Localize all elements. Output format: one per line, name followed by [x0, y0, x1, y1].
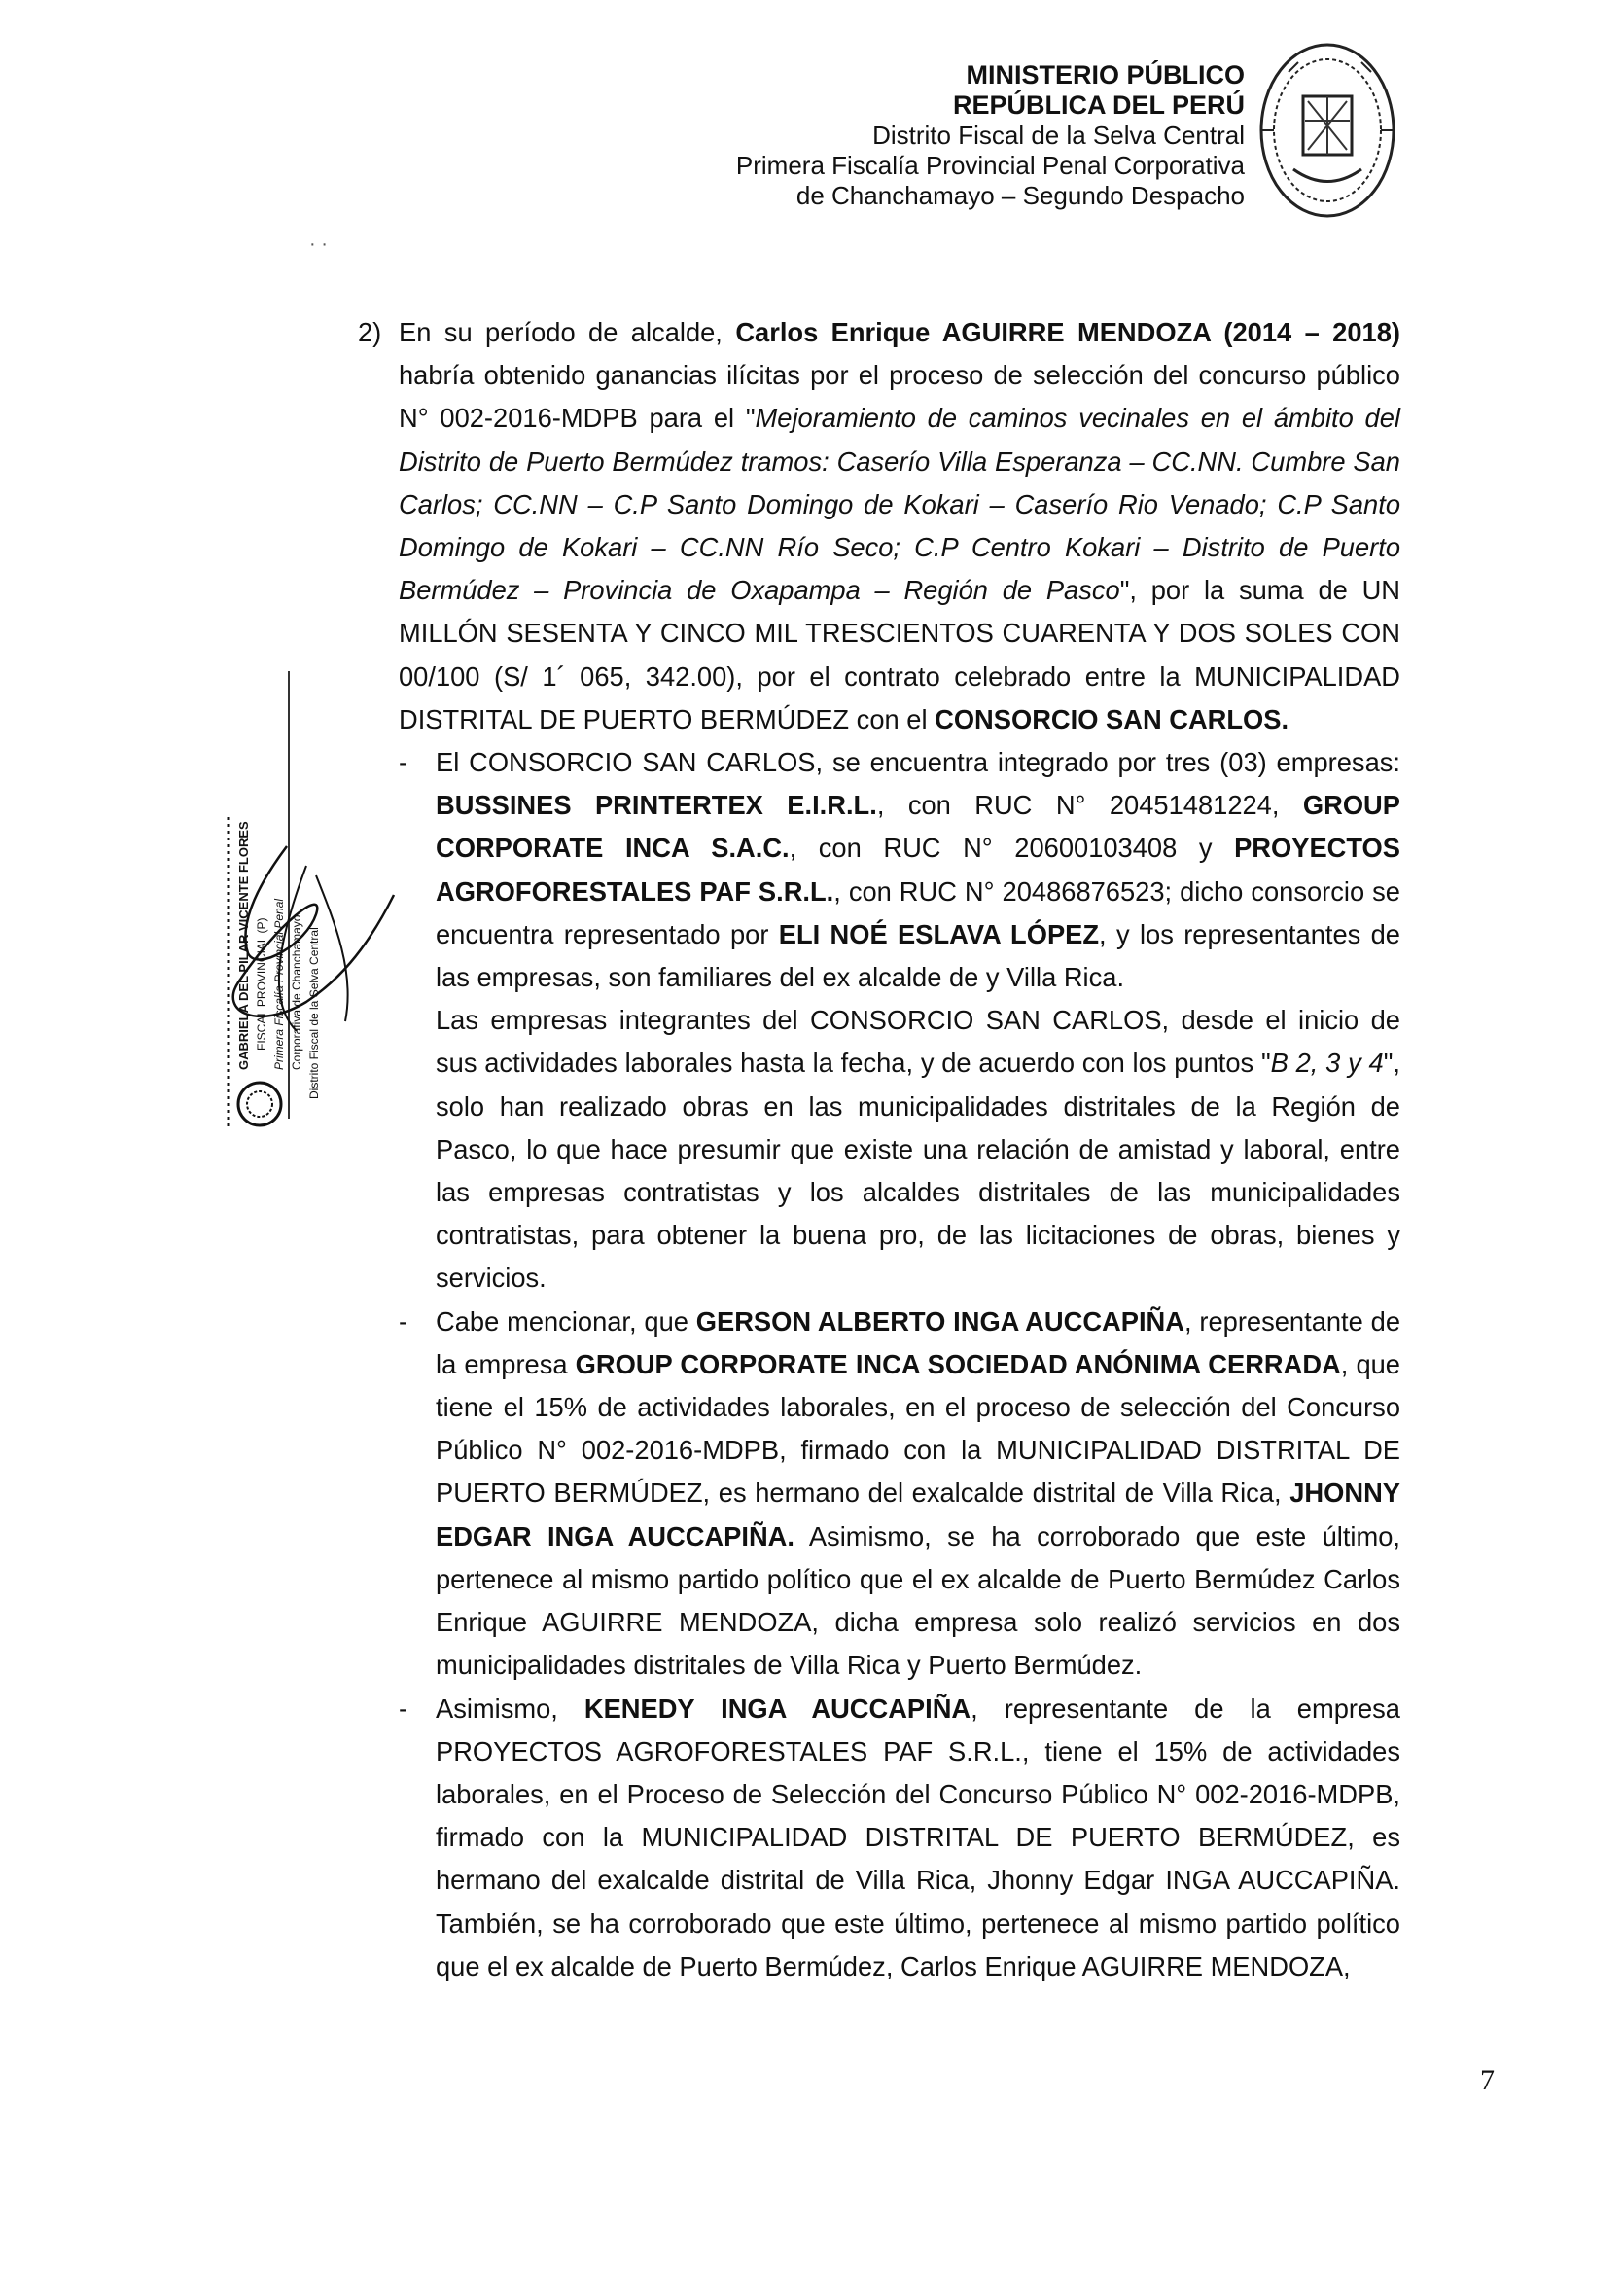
- bullet-gerson: [399, 1301, 1400, 1688]
- bullet-consortium: [399, 741, 1400, 999]
- bold-text: BUSSINES PRINTERTEX E.I.R.L.: [436, 790, 877, 821]
- document-body: [358, 311, 1401, 1988]
- italic-text: Mejoramiento de caminos vecinales en el ámbito del Distrito de Puerto Bermúdez tramos: Caserío Villa Esperanza – CC.NN. Cumbre San Carlos; CC.NN – C.P Santo Domingo de Kokari – Caserío Rio Venado; C.P Santo Domingo de Kokari – CC.NN Río Seco; C.P Centro Kokari – Distrito de Puerto Bermúdez – Provincia de Oxapampa – Región de Pasco: [399, 403, 1400, 606]
- paragraph-companies: [399, 999, 1400, 1300]
- text: Cabe mencionar, que: [436, 1305, 696, 1337]
- bold-text: KENEDY INGA AUCCAPIÑA: [583, 1693, 971, 1724]
- text: En su período de alcalde,: [399, 317, 736, 347]
- text: , con RUC N° 20451481224,: [876, 790, 1303, 821]
- text: , con RUC N° 20486876523; dicho consorcio se encuentra representado por: [436, 875, 1400, 949]
- bold-text: PROYECTOS AGROFORESTALES PAF S.R.L.: [436, 833, 1400, 907]
- italic-text: B 2, 3 y 4: [1270, 1048, 1384, 1079]
- bold-text: ELI NOÉ ESLAVA LÓPEZ: [778, 918, 1100, 949]
- bullet-dash: -: [399, 747, 408, 778]
- stamp-office-sub: Corporativa de Chanchamayo: [290, 914, 303, 1070]
- header-office-sub: de Chanchamayo – Segundo Despacho: [795, 181, 1245, 210]
- item-number: 2): [358, 317, 382, 347]
- bold-text: GERSON ALBERTO INGA AUCCAPIÑA: [695, 1305, 1184, 1337]
- text: , representante de la empresa: [436, 1305, 1400, 1379]
- item-2: [358, 311, 1401, 741]
- bold-text: GROUP CORPORATE INCA SOCIEDAD ANÓNIMA CERRADA: [575, 1348, 1341, 1379]
- bullet-dash: -: [399, 1305, 408, 1337]
- page-number: 7: [1480, 2064, 1495, 2096]
- bold-text: GROUP CORPORATE INCA S.A.C.: [436, 790, 1400, 864]
- text: , y los representantes de las empresas, son familiares del ex alcalde de y Villa Rica.: [436, 918, 1400, 993]
- header-office: Primera Fiscalía Provincial Penal Corporativa: [735, 151, 1245, 180]
- header-district: Distrito Fiscal de la Selva Central: [872, 121, 1245, 150]
- bold-text: CONSORCIO SAN CARLOS.: [935, 703, 1289, 734]
- bullet-kenedy: [399, 1688, 1400, 1988]
- text: ", por la suma de UN MILLÓN SESENTA Y CINCO MIL TRESCIENTOS CUARENTA Y DOS SOLES CON 00/100 (S/ 1´ 065, 342.00), por el contrato celebrado entre la MUNICIPALIDAD DISTRITAL DE PUERTO BERMÚDEZ con el: [399, 575, 1400, 734]
- ministry-seal-icon: [1254, 33, 1400, 228]
- stamp-name: GABRIELA DEL PILAR VICENTE FLORES: [236, 821, 251, 1070]
- text: ", solo han realizado obras en las municipalidades distritales de la Región de Pasco, lo que hace presumir que existe una relación de amistad y laboral, entre las empresas contratistas y los alcaldes distritales de las municipalidades contratistas, para obtener la buena pro, de las licitaciones de obras, bienes y servicios.: [436, 1048, 1400, 1294]
- header-ministry: MINISTERIO PÚBLICO: [966, 60, 1245, 89]
- text: , con RUC N° 20600103408 y: [789, 833, 1235, 864]
- stamp-title: FISCAL PROVINCIAL (P): [255, 917, 268, 1051]
- text: habría obtenido ganancias ilícitas por el proceso de selección del concurso público N° 002-2016-MDPB para el ": [399, 360, 1400, 434]
- bold-text: Carlos Enrique AGUIRRE MENDOZA (2014 – 2018): [735, 317, 1401, 347]
- bold-text: JHONNY EDGAR INGA AUCCAPIÑA.: [436, 1478, 1400, 1551]
- scan-mark: · ·: [309, 233, 328, 255]
- stamp-office: Primera Fiscalía Provincial Penal: [272, 898, 286, 1070]
- stamp-district: Distrito Fiscal de la Selva Central: [307, 927, 321, 1099]
- text: El CONSORCIO SAN CARLOS, se encuentra integrado por tres (03) empresas:: [436, 747, 1400, 778]
- document-header: [736, 60, 1245, 211]
- bullet-dash: -: [399, 1693, 408, 1724]
- text: Asimismo,: [436, 1693, 584, 1724]
- header-republic: REPÚBLICA DEL PERÚ: [952, 90, 1245, 120]
- text: , que tiene el 15% de actividades laborales, en el proceso de selección del Concurso Público N° 002-2016-MDPB, firmado con la MUNICIPALIDAD DISTRITAL DE PUERTO BERMÚDEZ, es hermano del exalcalde distrital de Villa Rica,: [436, 1348, 1400, 1509]
- text: Las empresas integrantes del CONSORCIO SAN CARLOS, desde el inicio de sus actividades laborales hasta la fecha, y de acuerdo con los puntos ": [436, 1005, 1400, 1079]
- text: Asimismo, se ha corroborado que este último, pertenece al mismo partido político que el ex alcalde de Puerto Bermúdez Carlos Enrique AGUIRRE MENDOZA, dicha empresa solo realizó servicios en dos municipalidades distritales de Villa Rica y Puerto Bermúdez.: [436, 1520, 1401, 1681]
- text: , representante de la empresa PROYECTOS AGROFORESTALES PAF S.R.L., tiene el 15% de actividades laborales, en el Proceso de Selección del Concurso Público N° 002-2016-MDPB, firmado con la MUNICIPALIDAD DISTRITAL DE PUERTO BERMÚDEZ, es hermano del exalcalde distrital de Villa Rica, Jhonny Edgar INGA AUCCAPIÑA. También, se ha corroborado que este último, pertenece al mismo partido político que el ex alcalde de Puerto Bermúdez, Carlos Enrique AGUIRRE MENDOZA,: [436, 1693, 1400, 1981]
